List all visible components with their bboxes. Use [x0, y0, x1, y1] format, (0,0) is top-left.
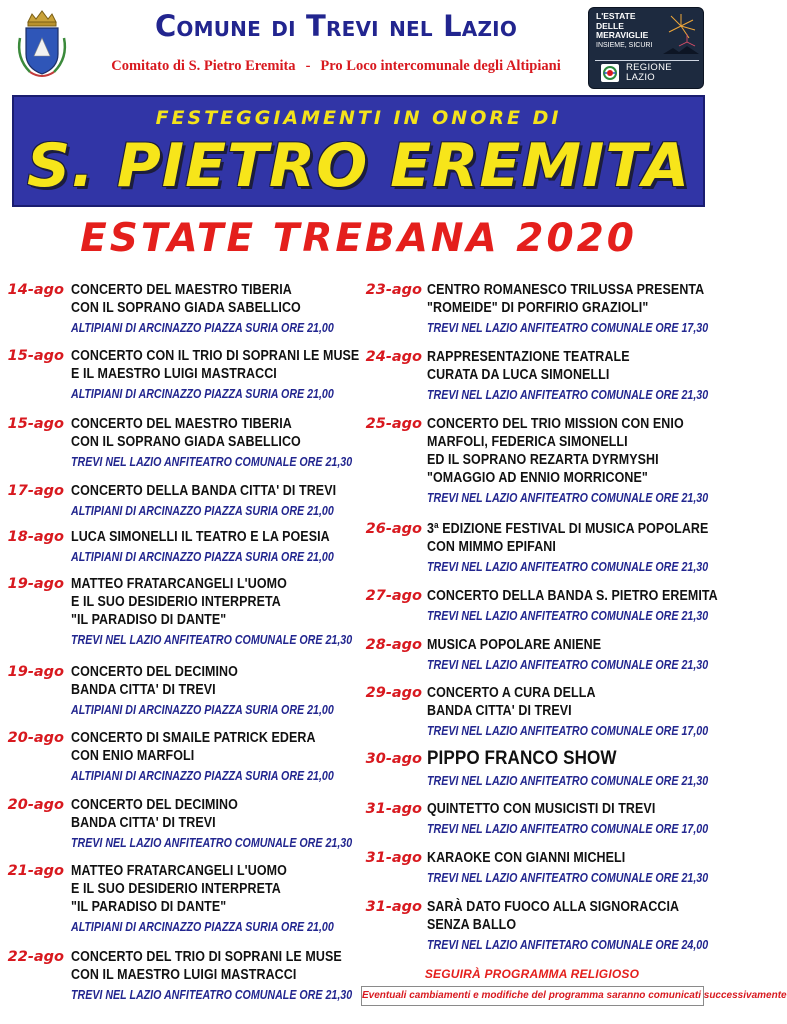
changes-notice: Eventuali cambiamenti e modifiche del programma saranno comunicati successivamente — [361, 986, 704, 1006]
event-date: 26-ago — [365, 521, 422, 537]
event-title: QUINTETTO CON MUSICISTI DI TREVI — [427, 801, 656, 817]
event-venue: TREVI NEL LAZIO ANFITEATRO COMUNALE ORE 21,30 — [427, 773, 709, 788]
event-venue: TREVI NEL LAZIO ANFITEATRO COMUNALE ORE 17,00 — [427, 723, 709, 738]
event-date: 19-ago — [7, 664, 64, 680]
festivity-banner — [12, 95, 705, 207]
event-title: MATTEO FRATARCANGELI L'UOMO — [71, 863, 287, 879]
event-date: 30-ago — [365, 751, 422, 767]
event-title: CON IL SOPRANO GIADA SABELLICO — [71, 300, 301, 316]
event-title: ED IL SOPRANO REZARTA DYRMYSHI — [427, 452, 659, 468]
event-title: BANDA CITTA' DI TREVI — [71, 682, 216, 698]
event-venue: ALTIPIANI DI ARCINAZZO PIAZZA SURIA ORE 21,00 — [71, 702, 334, 717]
event-title: SENZA BALLO — [427, 917, 517, 933]
event-date: 28-ago — [365, 637, 422, 653]
event-venue: TREVI NEL LAZIO ANFITEATRO COMUNALE ORE 21,30 — [71, 632, 353, 647]
subtitle-committee: Comitato di S. Pietro Eremita — [111, 58, 296, 74]
event-title: CONCERTO DELLA BANDA S. PIETRO EREMITA — [427, 588, 718, 604]
event-venue: TREVI NEL LAZIO ANFITEATRO COMUNALE ORE 21,30 — [71, 454, 353, 469]
event-title: "ROMEIDE" DI PORFIRIO GRAZIOLI" — [427, 300, 649, 316]
event-venue: TREVI NEL LAZIO ANFITEATRO COMUNALE ORE 17,00 — [427, 821, 709, 836]
event-venue: TREVI NEL LAZIO ANFITEATRO COMUNALE ORE 21,30 — [427, 657, 709, 672]
event-title: MUSICA POPOLARE ANIENE — [427, 637, 602, 653]
event-title: CONCERTO DEL TRIO DI SOPRANI LE MUSE — [71, 949, 342, 965]
event-venue: TREVI NEL LAZIO ANFITEATRO COMUNALE ORE 21,30 — [427, 490, 709, 505]
event-venue: ALTIPIANI DI ARCINAZZO PIAZZA SURIA ORE 21,00 — [71, 320, 334, 335]
regione-lazio-text — [626, 63, 672, 83]
event-venue: TREVI NEL LAZIO ANFITEATRO COMUNALE ORE 17,30 — [427, 320, 709, 335]
event-title: E IL SUO DESIDERIO INTERPRETA — [71, 594, 281, 610]
subtitle — [86, 58, 586, 75]
event-date: 18-ago — [7, 529, 64, 545]
event-title: CONCERTO DI SMAILE PATRICK EDERA — [71, 730, 316, 746]
event-title: CON IL MAESTRO LUIGI MASTRACCI — [71, 967, 297, 983]
event-date: 15-ago — [7, 348, 64, 364]
event-date: 25-ago — [365, 416, 422, 432]
event-venue: TREVI NEL LAZIO ANFITEATRO COMUNALE ORE 21,30 — [427, 870, 709, 885]
event-title: BANDA CITTA' DI TREVI — [71, 815, 216, 831]
event-title: E IL MAESTRO LUIGI MASTRACCI — [71, 366, 277, 382]
badge-region-line: LAZIO — [626, 71, 655, 83]
subtitle-pro-loco: Pro Loco intercomunale degli Altipiani — [320, 58, 561, 74]
badge-region-line: REGIONE — [626, 61, 672, 73]
event-title: "IL PARADISO DI DANTE" — [71, 899, 227, 915]
event-title: KARAOKE CON GIANNI MICHELI — [427, 850, 626, 866]
event-title: CONCERTO DEL DECIMINO — [71, 797, 238, 813]
badge-line: L'ESTATE — [596, 11, 636, 21]
event-title: CONCERTO DEL MAESTRO TIBERIA — [71, 416, 292, 432]
event-title: CONCERTO A CURA DELLA — [427, 685, 596, 701]
badge-line: DELLE — [596, 20, 624, 31]
badge-estate-text — [596, 12, 652, 50]
event-date: 31-ago — [365, 850, 422, 866]
badge-line: INSIEME, SICURI — [596, 41, 653, 49]
event-title: MATTEO FRATARCANGELI L'UOMO — [71, 576, 287, 592]
event-title: CONCERTO CON IL TRIO DI SOPRANI LE MUSE — [71, 348, 360, 364]
event-title: CONCERTO DELLA BANDA CITTA' DI TREVI — [71, 483, 337, 499]
event-venue: TREVI NEL LAZIO ANFITEATRO COMUNALE ORE 21,30 — [427, 387, 709, 402]
banner-subheading: FESTEGGIAMENTI IN ONORE DI — [155, 107, 562, 129]
event-title: "OMAGGIO AD ENNIO MORRICONE" — [427, 470, 648, 486]
event-venue: ALTIPIANI DI ARCINAZZO PIAZZA SURIA ORE 21,00 — [71, 768, 334, 783]
event-date: 19-ago — [7, 576, 64, 592]
regione-lazio-logo — [595, 60, 699, 84]
event-date: 20-ago — [7, 730, 64, 746]
event-date: 20-ago — [7, 797, 64, 813]
fireworks-icon — [663, 12, 699, 54]
event-date: 21-ago — [7, 863, 64, 879]
event-date: 27-ago — [365, 588, 422, 604]
page-title: Comune di Trevi nel Lazio — [154, 9, 518, 43]
event-title: LUCA SIMONELLI IL TEATRO E LA POESIA — [71, 529, 330, 545]
event-title: CON MIMMO EPIFANI — [427, 539, 556, 555]
event-venue: TREVI NEL LAZIO ANFITEATRO COMUNALE ORE 21,30 — [71, 987, 353, 1002]
event-venue: TREVI NEL LAZIO ANFITEATRO COMUNALE ORE 21,30 — [71, 835, 353, 850]
event-date: 15-ago — [7, 416, 64, 432]
event-title: CONCERTO DEL DECIMINO — [71, 664, 238, 680]
event-date: 31-ago — [365, 801, 422, 817]
badge-line: MERAVIGLIE — [596, 30, 649, 40]
event-venue: TREVI NEL LAZIO ANFITEATRO COMUNALE ORE 21,30 — [427, 559, 709, 574]
religious-program-note: SEGUIRÀ PROGRAMMA RELIGIOSO — [424, 967, 640, 981]
banner-heading: S. PIETRO EREMITA — [26, 131, 691, 201]
town-crest-icon — [14, 8, 70, 82]
event-title: CONCERTO DEL TRIO MISSION CON ENIO — [427, 416, 684, 432]
event-venue: ALTIPIANI DI ARCINAZZO PIAZZA SURIA ORE 21,00 — [71, 386, 334, 401]
event-title: CENTRO ROMANESCO TRILUSSA PRESENTA — [427, 282, 705, 298]
regione-lazio-badge — [588, 7, 704, 89]
event-date: 24-ago — [365, 349, 422, 365]
event-venue: TREVI NEL LAZIO ANFITEATRO COMUNALE ORE 21,30 — [427, 608, 709, 623]
event-title: PIPPO FRANCO SHOW — [427, 748, 617, 769]
event-title: SARÀ DATO FUOCO ALLA SIGNORACCIA — [427, 899, 680, 915]
event-title: CON IL SOPRANO GIADA SABELLICO — [71, 434, 301, 450]
event-venue: ALTIPIANI DI ARCINAZZO PIAZZA SURIA ORE 21,00 — [71, 919, 334, 934]
event-date: 14-ago — [7, 282, 64, 298]
event-title: CURATA DA LUCA SIMONELLI — [427, 367, 610, 383]
event-title: MARFOLI, FEDERICA SIMONELLI — [427, 434, 628, 450]
event-venue: ALTIPIANI DI ARCINAZZO PIAZZA SURIA ORE 21,00 — [71, 549, 334, 564]
estate-title: ESTATE TREBANA 2020 — [80, 216, 637, 261]
event-venue: ALTIPIANI DI ARCINAZZO PIAZZA SURIA ORE 21,00 — [71, 503, 334, 518]
event-venue: TREVI NEL LAZIO ANFITETARO COMUNALE ORE 24,00 — [427, 937, 709, 952]
event-title: BANDA CITTA' DI TREVI — [427, 703, 572, 719]
event-date: 23-ago — [365, 282, 422, 298]
event-title: "IL PARADISO DI DANTE" — [71, 612, 227, 628]
subtitle-separator: - — [305, 58, 311, 74]
event-date: 22-ago — [7, 949, 64, 965]
lazio-emblem-icon — [599, 62, 621, 84]
event-title: RAPPRESENTAZIONE TEATRALE — [427, 349, 630, 365]
event-title: CONCERTO DEL MAESTRO TIBERIA — [71, 282, 292, 298]
event-date: 17-ago — [7, 483, 64, 499]
event-title: 3ª EDIZIONE FESTIVAL DI MUSICA POPOLARE — [427, 521, 709, 537]
event-title: E IL SUO DESIDERIO INTERPRETA — [71, 881, 281, 897]
event-title: CON ENIO MARFOLI — [71, 748, 195, 764]
event-date: 29-ago — [365, 685, 422, 701]
event-date: 31-ago — [365, 899, 422, 915]
